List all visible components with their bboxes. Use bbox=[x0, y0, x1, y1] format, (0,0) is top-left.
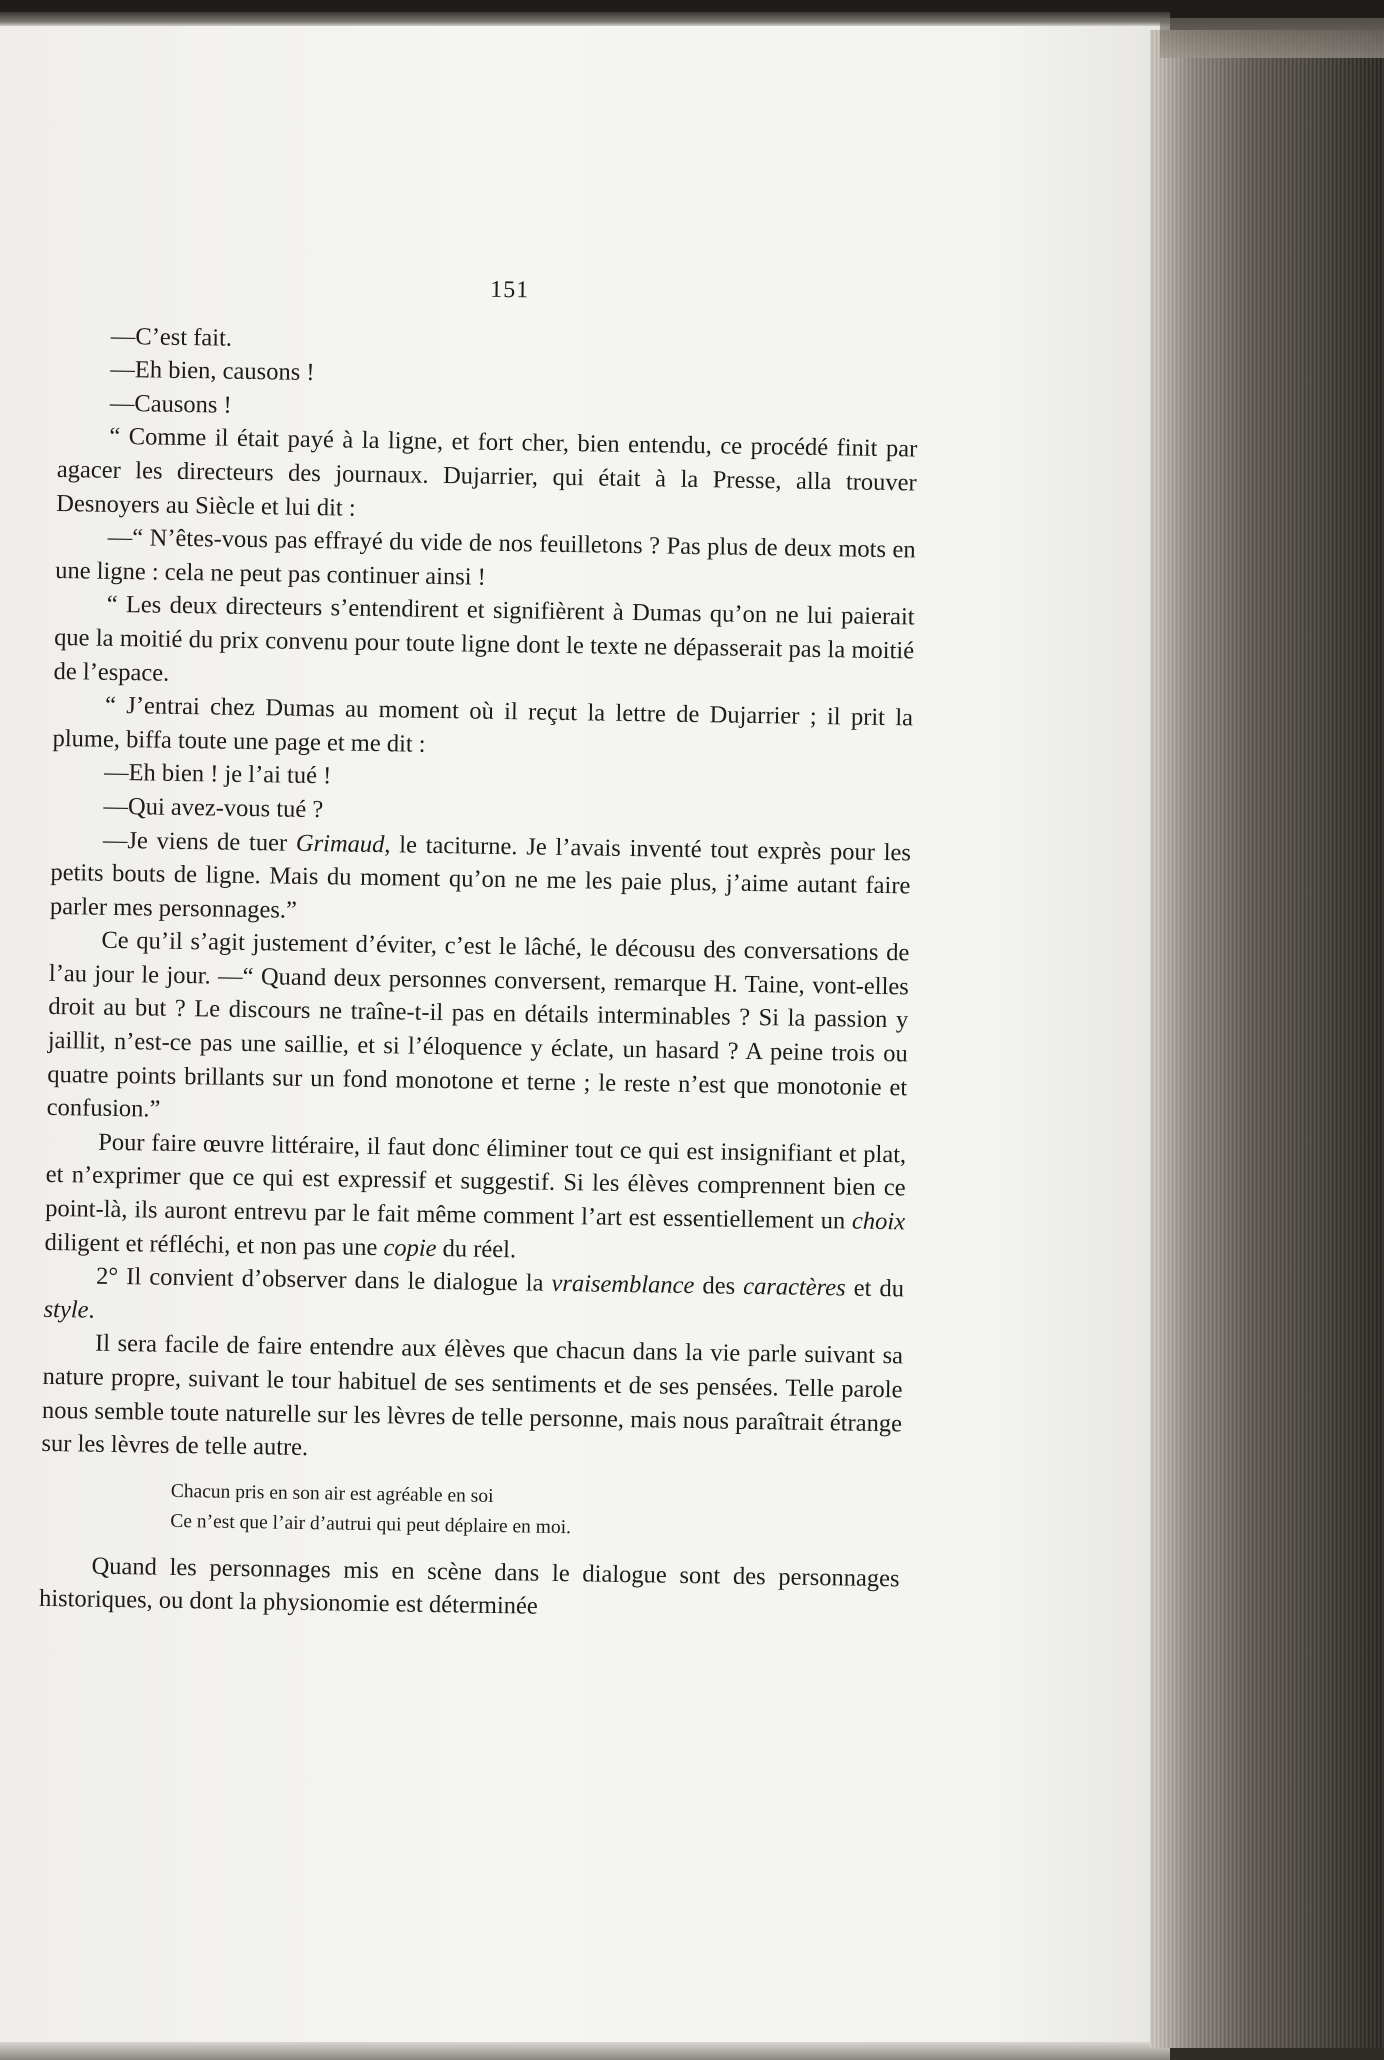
text-run: —Je viens de tuer bbox=[102, 826, 297, 857]
book-fore-edge bbox=[1150, 30, 1384, 2048]
paragraph-6: Ce qu’il s’agit justement d’éviter, c’est le lâché, le décousu des conversations de l’au jour le jour. —“ Quand deux personnes conversent, remarque H. Taine, vont-elles droit au but ? Le discours ne traîne-t-il pas en détails interminables ? Si la passion y jaillit, n’est-ce pas une saillie, et si l’éloquence y éclate, un hasard ? A peine trois ou quatre points brillants sur un fond monotone et terne ; le reste n’est que monotonie et confusion.” bbox=[46, 927, 910, 1123]
paragraph-2: —“ N’êtes-vous pas effrayé du vide de nos feuilletons ? Pas plus de deux mots en une ligne : cela ne peut pas continuer ainsi ! bbox=[55, 523, 916, 591]
text-run: des bbox=[694, 1272, 744, 1301]
page-bottom-edge bbox=[0, 2042, 1170, 2060]
paragraph-7 bbox=[44, 1125, 906, 1273]
italic-term: caractères bbox=[742, 1273, 846, 1302]
text-run: . bbox=[88, 1296, 95, 1324]
dialogue-line: —Eh bien, causons ! bbox=[110, 355, 315, 387]
text-run: , le taciturne. Je l’avais inventé tout exprès pour les petits bouts de ligne. Mais du moment qu’on ne me les paie plus, j’aime autant faire parler mes personnages.” bbox=[49, 830, 912, 924]
paragraph-3: “ Les deux directeurs s’entendirent et signifièrent à Dumas qu’on ne lui paierait que la moitié du prix convenu pour toute ligne dont le texte ne dépasserait pas la moitié de l’espace. bbox=[53, 591, 915, 687]
dialogue-line: —C’est fait. bbox=[110, 322, 233, 352]
paragraph-1: “ Comme il était payé à la ligne, et fort cher, bien entendu, ce procédé finit par agacer les directeurs des journaux. Dujarrier, qui était à la Presse, alla trouver Desnoyers au Siècle et lui dit : bbox=[56, 423, 918, 522]
verse-line: Chacun pris en son air est agréable en soi bbox=[170, 1480, 494, 1507]
italic-name: Grimaud bbox=[295, 829, 385, 858]
page-top-edge bbox=[0, 12, 1170, 26]
italic-term: style bbox=[43, 1295, 89, 1324]
text-run: et du bbox=[845, 1274, 905, 1303]
paragraph-4: “ J’entrai chez Dumas au moment où il reçut la lettre de Dujarrier ; il prit la plume, biffa toute une page et me dit : bbox=[52, 691, 914, 758]
italic-term: choix bbox=[851, 1207, 906, 1236]
verse-quote bbox=[40, 1475, 901, 1549]
paragraph-5 bbox=[50, 822, 911, 936]
italic-term: copie bbox=[383, 1233, 437, 1262]
text-run: du réel. bbox=[436, 1234, 517, 1263]
book-fore-edge-top bbox=[1160, 18, 1384, 58]
dialogue-line: —Causons ! bbox=[109, 389, 232, 419]
text-run: diligent et réfléchi, et non pas une bbox=[44, 1228, 384, 1261]
page-number: 151 bbox=[489, 276, 530, 304]
italic-term: vraisemblance bbox=[551, 1270, 695, 1300]
dialogue-line: —Qui avez-vous tué ? bbox=[103, 792, 324, 824]
text-run: 2° Il convient d’observer dans le dialogue la bbox=[95, 1262, 552, 1298]
page-content bbox=[39, 267, 920, 1629]
verse-line: Ce n’est que l’air d’autrui qui peut déplaire en moi. bbox=[170, 1510, 572, 1538]
paragraph-10: Quand les personnages mis en scène dans le dialogue sont des personnages historiques, ou dont la physionomie est déterminée bbox=[38, 1552, 900, 1621]
text-run: Pour faire œuvre littéraire, il faut donc éliminer tout ce qui est insignifiant et plat, et n’exprimer que ce qui est expressif et suggestif. Si les élèves comprennent bien ce point-là, ils auront entrevu par le fait même comment l’art est essentiellement un bbox=[44, 1128, 907, 1235]
book-page bbox=[0, 12, 1170, 2048]
dialogue-line: —Eh bien ! je l’ai tué ! bbox=[103, 759, 332, 790]
paragraph-9: Il sera facile de faire entendre aux élèves que chacun dans la vie parle suivant sa nature propre, suivant le tour habituel de ses sentiments et de ses pensées. Telle parole nous semble toute naturelle sur les lèvres de telle personne, mais nous paraîtrait étrange sur les lèvres de telle autre. bbox=[41, 1330, 904, 1462]
